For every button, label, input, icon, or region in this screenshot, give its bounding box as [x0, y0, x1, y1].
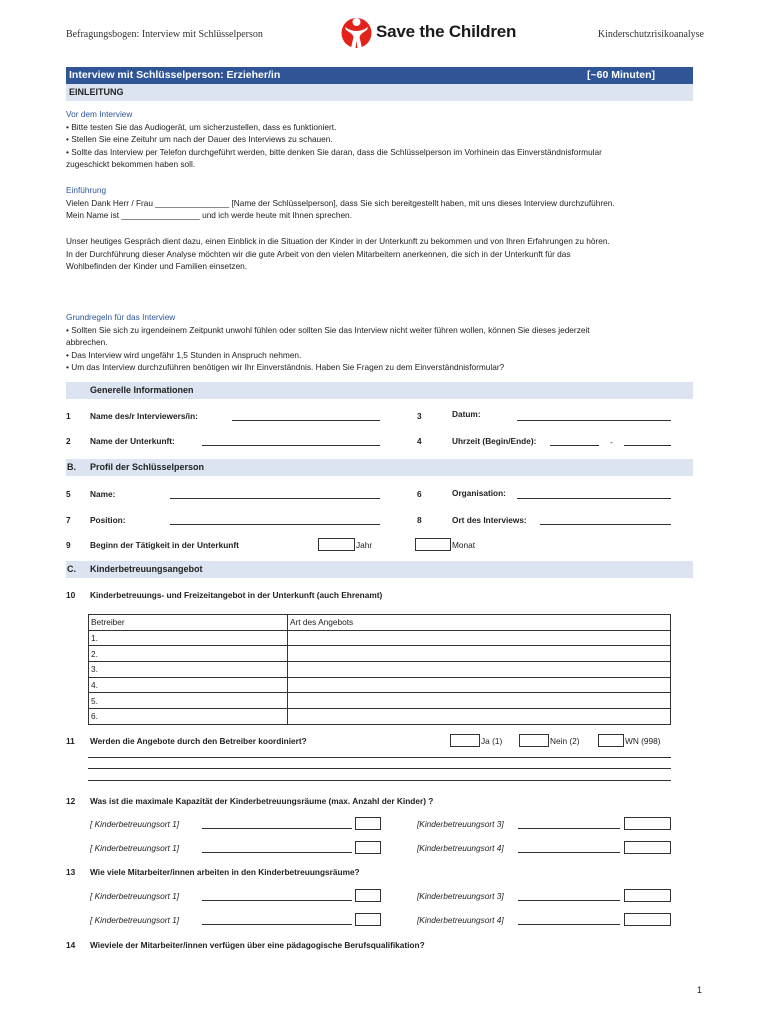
section-childcare [66, 561, 693, 578]
location-field[interactable] [518, 924, 620, 925]
wn-label: WN (998) [625, 736, 661, 746]
save-the-children-logo [340, 13, 516, 51]
section-label: Kinderbetreuungsangebot [90, 564, 203, 574]
location-label: [ Kinderbetreuungsort 1] [90, 843, 180, 853]
before-item: • Sollte das Interview per Telefon durchgeführt werden, bitte denken Sie daran, dass die Schlüsselperson im Vorhinein das Einverständnisformular [66, 146, 602, 157]
row-number[interactable]: 3. [89, 662, 288, 678]
rules-line: abbrechen. [66, 337, 108, 348]
staff-question: Wie viele Mitarbeiter/innen arbeiten in den Kinderbetreuungsräume? [90, 867, 360, 877]
row-number[interactable]: 5. [89, 693, 288, 709]
table-row [89, 662, 671, 678]
row-number[interactable]: 6. [89, 709, 288, 725]
question-number: 10 [66, 590, 76, 600]
intro-bar: EINLEITUNG [66, 84, 693, 101]
date-field[interactable] [517, 420, 671, 421]
intro-line: Mein Name ist _________________ und ich werde heute mit Ihnen sprechen. [66, 210, 352, 221]
before-item: • Bitte testen Sie das Audiogerät, um sicherzustellen, dass es funktioniert. [66, 121, 337, 132]
location-label: [Kinderbetreuungsort 3] [417, 819, 504, 829]
column-header-offer-type: Art des Angebots [288, 615, 671, 631]
time-begin-field[interactable] [550, 445, 599, 446]
logo-text: Save the Children [376, 22, 517, 41]
question-number: 7 [66, 515, 71, 525]
purpose-paragraph [66, 235, 693, 273]
section-general-info [66, 382, 693, 399]
question-number: 6 [417, 489, 422, 499]
question-number: 5 [66, 489, 71, 499]
nein-label: Nein (2) [550, 736, 580, 746]
location-label: [Kinderbetreuungsort 4] [417, 915, 504, 925]
section-letter: C. [67, 564, 76, 574]
column-header-operator: Betreiber [89, 615, 288, 631]
question-number: 3 [417, 411, 422, 421]
table-row [89, 677, 671, 693]
position-label: Position: [90, 515, 126, 525]
comment-line[interactable] [88, 768, 671, 769]
location-field[interactable] [202, 900, 352, 901]
location-field[interactable] [518, 828, 620, 829]
offers-table [88, 614, 671, 725]
section-letter: B. [67, 462, 76, 472]
organisation-field[interactable] [517, 498, 671, 499]
table-header-row [89, 615, 671, 631]
table-row [89, 646, 671, 662]
question-number: 12 [66, 796, 76, 806]
before-heading: Vor dem Interview [66, 109, 133, 119]
year-label: Jahr [356, 540, 373, 550]
title-bar [66, 67, 693, 84]
start-month-box[interactable] [415, 538, 451, 551]
time-label: Uhrzeit (Begin/Ende): [452, 436, 537, 446]
offer-cell[interactable] [288, 677, 671, 693]
location-field[interactable] [202, 924, 352, 925]
rules-heading: Grundregeln für das Interview [66, 312, 176, 322]
intro-line: Vielen Dank Herr / Frau ________________ [Name der Schlüsselperson], dass Sie sich bereitgestellt haben, mit uns dieses Interview durchzuführen. [66, 197, 615, 208]
child-logo-icon [340, 13, 373, 51]
name-label: Name: [90, 489, 116, 499]
staff-box[interactable] [355, 889, 381, 902]
ja-label: Ja (1) [481, 736, 503, 746]
location-field[interactable] [202, 852, 352, 853]
location-label: [ Kinderbetreuungsort 1] [90, 819, 180, 829]
purpose-line: In der Durchführung dieser Analyse möchten wir die gute Arbeit von den vielen Mitarbeitern anerkennen, die sich in der Unterkunft für das [66, 248, 571, 259]
question-number: 4 [417, 436, 422, 446]
rules-line: • Das Interview wird ungefähr 1,5 Stunden in Anspruch nehmen. [66, 349, 302, 360]
before-interview-block [66, 108, 693, 171]
capacity-box[interactable] [355, 817, 381, 830]
interviewer-name-label: Name des/r Interviewers/in: [90, 411, 198, 421]
question-number: 8 [417, 515, 422, 525]
section-label: Profil der Schlüsselperson [90, 462, 205, 472]
offer-cell[interactable] [288, 709, 671, 725]
location-field[interactable] [202, 828, 352, 829]
start-date-label: Beginn der Tätigkeit in der Unterkunft [90, 540, 239, 550]
position-field[interactable] [170, 524, 380, 525]
ja-checkbox[interactable] [450, 734, 480, 747]
location-field[interactable] [518, 852, 620, 853]
einfuehrung-heading: Einführung [66, 185, 107, 195]
location-field[interactable] [518, 900, 620, 901]
before-item: zugeschickt bekommen haben soll. [66, 159, 196, 170]
interview-location-field[interactable] [540, 524, 671, 525]
coordination-question: Werden die Angebote durch den Betreiber koordiniert? [90, 736, 307, 746]
capacity-question: Was ist die maximale Kapazität der Kinderbetreuungsräume (max. Anzahl der Kinder) ? [90, 796, 434, 806]
comment-line[interactable] [88, 757, 671, 758]
rules-line: • Um das Interview durchzuführen benötigen wir Ihr Einverständnis. Haben Sie Fragen zu dem Einverständnisformular? [66, 362, 505, 373]
staff-box[interactable] [624, 913, 671, 926]
page-number: 1 [697, 985, 703, 995]
offer-cell[interactable] [288, 693, 671, 709]
duration-label: [~60 Minuten] [587, 69, 655, 81]
offer-cell[interactable] [288, 662, 671, 678]
purpose-line: Wohlbefinden der Kinder und Familien einsetzen. [66, 261, 248, 272]
staff-box[interactable] [624, 889, 671, 902]
qualification-question: Wieviele der Mitarbeiter/innen verfügen über eine pädagogische Berufsqualifikation? [90, 940, 425, 950]
location-label: [Kinderbetreuungsort 4] [417, 843, 504, 853]
purpose-line: Unser heutiges Gespräch dient dazu, einen Einblick in die Situation der Kinder in der Unterkunft zu bekommen und von Ihren Erfahrungen zu hören. [66, 236, 610, 246]
question-number: 1 [66, 411, 71, 421]
rules-block [66, 311, 693, 374]
table-row [89, 709, 671, 725]
question-number: 9 [66, 540, 71, 550]
offers-question: Kinderbetreuungs- und Freizeitangebot in der Unterkunft (auch Ehrenamt) [90, 590, 383, 600]
capacity-box[interactable] [624, 817, 671, 830]
capacity-box[interactable] [624, 841, 671, 854]
section-profile [66, 459, 693, 476]
interview-location-label: Ort des Interviews: [452, 515, 527, 525]
comment-line[interactable] [88, 780, 671, 781]
name-field[interactable] [170, 498, 380, 499]
date-label: Datum: [452, 409, 481, 419]
question-number: 14 [66, 940, 76, 950]
shelter-name-label: Name der Unterkunft: [90, 436, 175, 446]
question-number: 11 [66, 736, 75, 746]
row-number[interactable]: 2. [89, 646, 288, 662]
location-label: [ Kinderbetreuungsort 1] [90, 891, 180, 901]
location-label: [Kinderbetreuungsort 3] [417, 891, 504, 901]
intro-block [66, 184, 693, 222]
question-number: 2 [66, 436, 71, 446]
staff-box[interactable] [355, 913, 381, 926]
organisation-label: Organisation: [452, 488, 506, 498]
offer-cell[interactable] [288, 630, 671, 646]
question-number: 13 [66, 867, 76, 877]
month-label: Monat [452, 540, 476, 550]
start-year-box[interactable] [318, 538, 355, 551]
header-doc-title: Befragungsbogen: Interview mit Schlüsselperson [66, 29, 263, 40]
time-dash: - [610, 437, 613, 447]
section-label: Generelle Informationen [90, 385, 194, 395]
row-number[interactable]: 4. [89, 677, 288, 693]
nein-checkbox[interactable] [519, 734, 549, 747]
location-label: [ Kinderbetreuungsort 1] [90, 915, 180, 925]
rules-line: • Sollten Sie sich zu irgendeinem Zeitpunkt unwohl fühlen oder sollten Sie das Interview nicht weiter führen wollen, können Sie dieses jederzeit [66, 324, 590, 335]
interviewer-name-field[interactable] [232, 420, 380, 421]
offer-cell[interactable] [288, 646, 671, 662]
wn-checkbox[interactable] [598, 734, 624, 747]
capacity-box[interactable] [355, 841, 381, 854]
time-end-field[interactable] [624, 445, 671, 446]
table-row [89, 630, 671, 646]
shelter-name-field[interactable] [202, 445, 380, 446]
row-number[interactable]: 1. [89, 630, 288, 646]
table-row [89, 693, 671, 709]
header-doc-subject: Kinderschutzrisikoanalyse [597, 29, 704, 40]
before-item: • Stellen Sie eine Zeituhr um nach der Dauer des Interviews zu schauen. [66, 134, 333, 145]
page-title: Interview mit Schlüsselperson: Erzieher/in [69, 69, 281, 81]
